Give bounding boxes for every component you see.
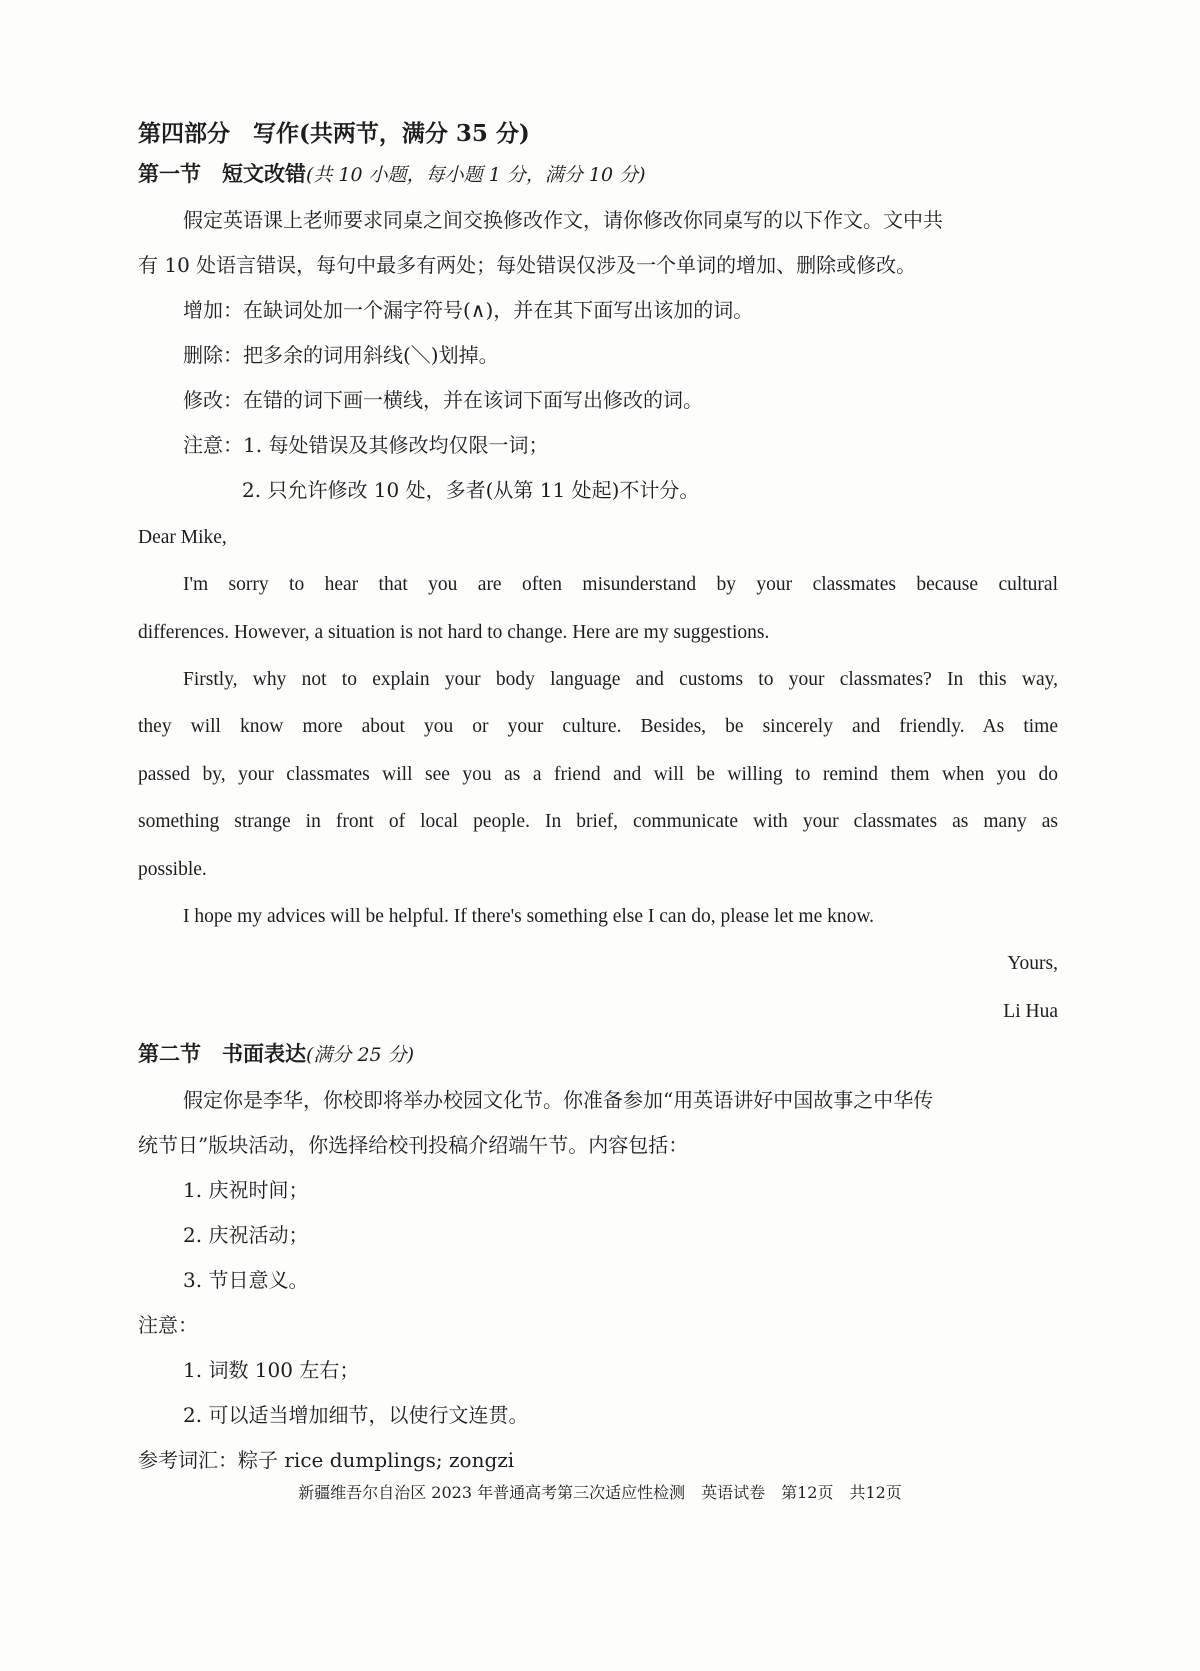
content-item3: 3. 节日意义。 — [183, 1268, 309, 1293]
rule-delete: 删除：把多余的词用斜线(＼)划掉。 — [183, 342, 499, 367]
section2-intro-line1: 假定你是李华，你校即将举办校园文化节。你准备参加“用英语讲好中国故事之中华传 — [183, 1088, 934, 1113]
letter-greeting: Dear Mike, — [138, 526, 227, 548]
letter-p2-line4: something strange in front of local people. In brief, communicate with your classmates as many as — [138, 811, 1058, 833]
section1-note2: 2. 只允许修改 10 处，多者(从第 11 处起)不计分。 — [242, 477, 700, 502]
letter-signature: Li Hua — [1003, 1000, 1058, 1022]
section1-note1: 注意：1. 每处错误及其修改均仅限一词； — [183, 432, 549, 457]
letter-p2-line5: possible. — [138, 858, 207, 880]
section2-name: 第二节 书面表达 — [138, 1041, 306, 1067]
part-title: 第四部分 写作(共两节，满分 35 分) — [138, 120, 530, 147]
letter-closing: Yours, — [1007, 953, 1058, 975]
rule-add: 增加：在缺词处加一个漏字符号(∧)，并在其下面写出该加的词。 — [183, 297, 754, 322]
section1-intro-line1: 假定英语课上老师要求同桌之间交换修改作文，请你修改你同桌写的以下作文。文中共 — [183, 207, 943, 232]
rule-modify: 修改：在错的词下画一横线，并在该词下面写出修改的词。 — [183, 387, 703, 412]
letter-p1-line1: I'm sorry to hear that you are often misunderstand by your classmates because cultural — [183, 574, 1058, 596]
section1-score-note: (共 10 小题，每小题 1 分，满分 10 分) — [306, 163, 646, 186]
section2-note2: 2. 可以适当增加细节，以使行文连贯。 — [183, 1403, 529, 1428]
reference-vocabulary: 参考词汇：粽子 rice dumplings; zongzi — [138, 1448, 515, 1473]
section2-note1: 1. 词数 100 左右； — [183, 1358, 360, 1383]
letter-p2-line1: Firstly, why not to explain your body language and customs to your classmates? In this way, — [183, 668, 1058, 690]
section1-intro-line2: 有 10 处语言错误，每句中最多有两处；每处错误仅涉及一个单词的增加、删除或修改。 — [138, 252, 917, 277]
content-item1: 1. 庆祝时间； — [183, 1178, 309, 1203]
section1-name: 第一节 短文改错 — [138, 160, 306, 186]
content-item2: 2. 庆祝活动； — [183, 1223, 309, 1248]
exam-content — [138, 116, 1058, 1472]
letter-p2-line2: they will know more about you or your culture. Besides, be sincerely and friendly. As time — [138, 716, 1058, 738]
section2-score-note: (满分 25 分) — [306, 1044, 415, 1067]
section1-heading — [138, 161, 1058, 187]
section2-heading — [138, 1041, 1058, 1067]
page-footer: 新疆维吾尔自治区 2023 年普通高考第三次适应性检测 英语试卷 第12页 共12页 — [298, 1483, 902, 1502]
letter-p2-line3: passed by, your classmates will see you as a friend and will be willing to remind them when you do — [138, 763, 1058, 785]
letter-p3: I hope my advices will be helpful. If there's something else I can do, please let me know. — [183, 905, 875, 927]
letter-p1-line2: differences. However, a situation is not hard to change. Here are my suggestions. — [138, 621, 770, 643]
section2-notes-label: 注意： — [138, 1313, 198, 1338]
section2-intro-line2: 统节日”版块活动，你选择给校刊投稿介绍端午节。内容包括： — [138, 1133, 689, 1158]
